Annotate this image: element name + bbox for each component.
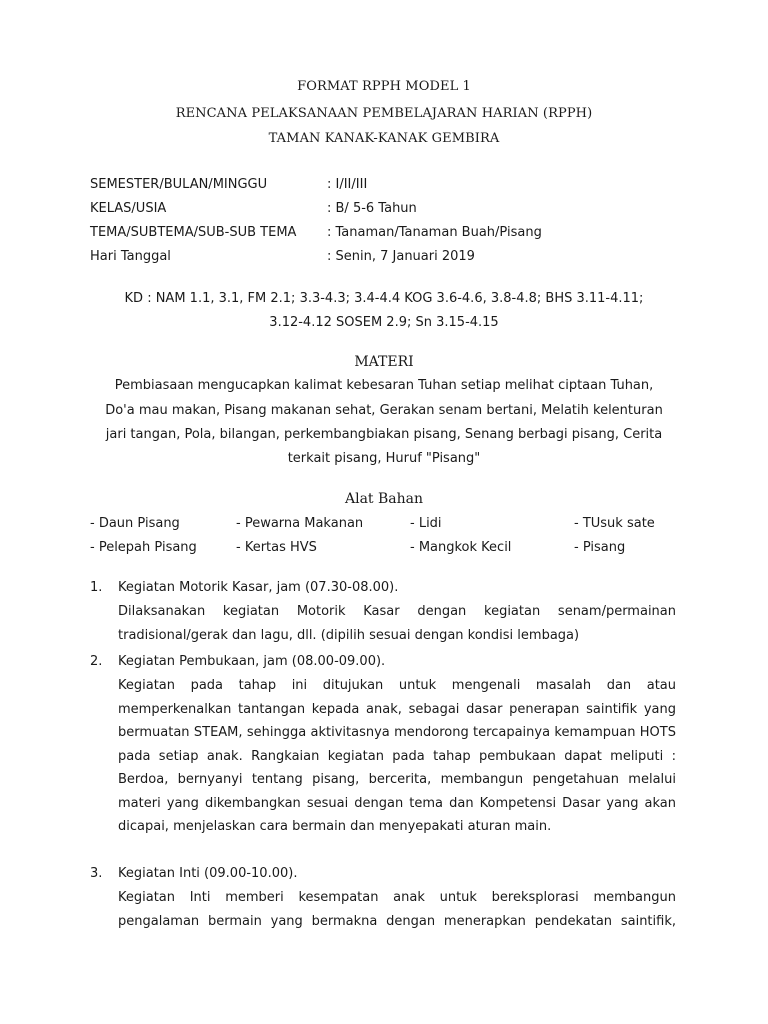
alat-item: - Kertas HVS [236, 540, 317, 555]
materi-line: terkait pisang, Huruf "Pisang" [287, 451, 481, 466]
alat-item: - TUsuk sate [574, 516, 655, 531]
info-value-hari: : Senin, 7 Januari 2019 [327, 249, 475, 264]
alat-item: - Pewarna Makanan [236, 516, 364, 531]
doc-title: FORMAT RPPH MODEL 1 [297, 79, 471, 94]
doc-subtitle: RENCANA PELAKSANAAN PEMBELAJARAN HARIAN (RPPH) [175, 106, 593, 121]
alat-item: - Daun Pisang [90, 516, 180, 531]
info-label-hari: Hari Tanggal [90, 249, 171, 264]
kegiatan-title: Kegiatan Inti (09.00-10.00). [118, 866, 298, 881]
info-label-semester: SEMESTER/BULAN/MINGGU [90, 177, 268, 192]
kegiatan-title: Kegiatan Motorik Kasar, jam (07.30-08.00). [118, 580, 399, 595]
info-label-tema: TEMA/SUBTEMA/SUB-SUB TEMA [90, 225, 297, 240]
alat-item: - Mangkok Kecil [410, 540, 512, 555]
list-number: 1. [90, 580, 103, 595]
info-value-kelas: : B/ 5-6 Tahun [327, 201, 417, 216]
alat-item: - Pisang [574, 540, 626, 555]
materi-line: Do'a mau makan, Pisang makanan sehat, Gerakan senam bertani, Melatih kelenturan [105, 403, 663, 418]
kd-line-1: KD : NAM 1.1, 3.1, FM 2.1; 3.3-4.3; 3.4-4.4 KOG 3.6-4.6, 3.8-4.8; BHS 3.11-4.11; [124, 291, 644, 306]
info-value-semester: : I/II/III [327, 177, 368, 192]
materi-line: jari tangan, Pola, bilangan, perkembangbiakan pisang, Senang berbagi pisang, Cerita [105, 427, 663, 442]
materi-line: Pembiasaan mengucapkan kalimat kebesaran Tuhan setiap melihat ciptaan Tuhan, [114, 378, 654, 393]
alat-bahan-heading: Alat Bahan [344, 491, 424, 507]
kegiatan-paragraph: Dilaksanakan kegiatan Motorik Kasar dengan kegiatan senam/permainan tradisional/gerak dan lagu, dll. (dipilih sesuai dengan kondisi lembaga) [118, 604, 676, 643]
info-value-tema: : Tanaman/Tanaman Buah/Pisang [327, 225, 542, 240]
school-name: TAMAN KANAK-KANAK GEMBIRA [268, 131, 500, 146]
materi-heading: MATERI [354, 354, 414, 370]
info-label-kelas: KELAS/USIA [90, 201, 167, 216]
alat-item: - Pelepah Pisang [90, 540, 197, 555]
kegiatan-paragraph: Kegiatan pada tahap ini ditujukan untuk mengenali masalah dan atau memperkenalkan tantangan kepada anak, sebagai dasar penerapan saintifik yang bermuatan STEAM, sehingga aktivitasnya mendorong tercapainya kemampuan HOTS pada setiap anak. Rangkaian kegiatan pada tahap pembukaan dapat meliputi : Berdoa, bernyanyi tentang pisang, bercerita, membangun pengetahuan melalui materi yang dikembangkan sesuai dengan tema dan Kompetensi Dasar yang akan dicapai, menjelaskan cara bermain dan menyepakati aturan main. [118, 678, 676, 834]
list-number: 3. [90, 866, 103, 881]
kegiatan-paragraph: Kegiatan Inti memberi kesempatan anak untuk bereksplorasi membangun pengalaman bermain yang bermakna dengan menerapkan pendekatan saintifik, [118, 890, 676, 929]
kegiatan-title: Kegiatan Pembukaan, jam (08.00-09.00). [118, 654, 386, 669]
kd-line-2: 3.12-4.12 SOSEM 2.9; Sn 3.15-4.15 [269, 315, 499, 330]
list-number: 2. [90, 654, 103, 669]
alat-item: - Lidi [410, 516, 442, 531]
